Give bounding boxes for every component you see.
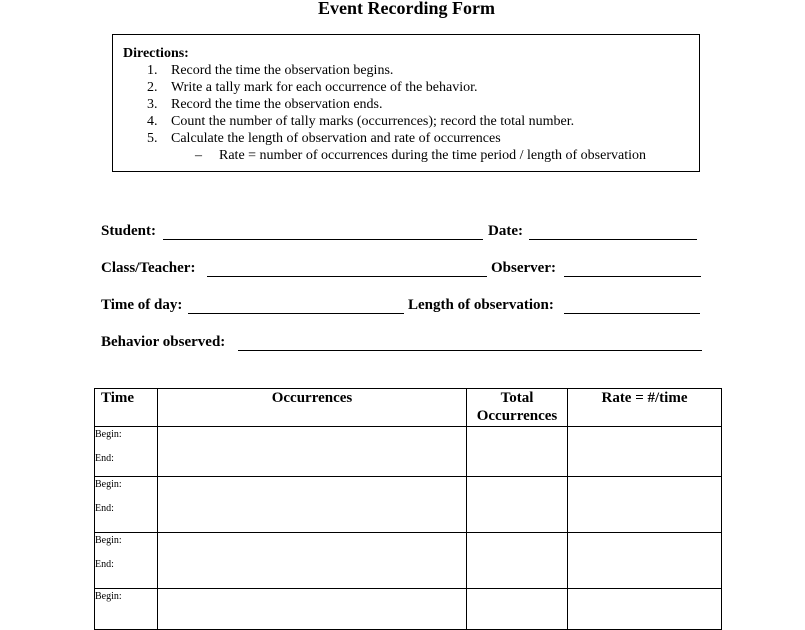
time-header: Time — [95, 389, 158, 427]
occurrences-cell[interactable] — [158, 533, 467, 589]
direction-step-text: Calculate the length of observation and rate of occurrences — [171, 131, 501, 146]
begin-label: Begin: — [95, 535, 122, 546]
end-label: End: — [95, 453, 114, 464]
occurrences-header: Occurrences — [158, 389, 467, 427]
date-field[interactable] — [529, 239, 697, 240]
occurrences-cell[interactable] — [158, 589, 467, 630]
table-row — [95, 533, 722, 589]
time-of-day-label: Time of day: — [101, 297, 183, 313]
time-cell[interactable] — [95, 589, 158, 630]
end-label: End: — [95, 503, 114, 514]
begin-label: Begin: — [95, 429, 122, 440]
student-label: Student: — [101, 223, 157, 239]
time-cell[interactable] — [95, 427, 158, 477]
table-row — [95, 427, 722, 477]
observer-label: Observer: — [491, 260, 556, 276]
event-recording-table — [94, 388, 722, 630]
form-title: Event Recording Form — [318, 0, 495, 18]
rate-cell[interactable] — [568, 589, 722, 630]
direction-step-text: Count the number of tally marks (occurrences); record the total number. — [171, 114, 575, 129]
total-cell[interactable] — [467, 589, 568, 630]
direction-step-text: Write a tally mark for each occurrence of the behavior. — [171, 80, 478, 95]
observer-field[interactable] — [564, 276, 701, 277]
length-of-observation-label: Length of observation: — [408, 297, 554, 313]
direction-step-number: 5. — [147, 131, 158, 146]
end-label: End: — [95, 559, 114, 570]
behavior-observed-field[interactable] — [238, 350, 702, 351]
begin-label: Begin: — [95, 591, 122, 602]
class-teacher-field[interactable] — [207, 276, 487, 277]
behavior-observed-label: Behavior observed: — [101, 334, 226, 350]
total-header-line1: Total — [500, 390, 534, 406]
total-occurrences-header — [467, 389, 568, 427]
dash-bullet: – — [195, 148, 202, 163]
direction-step-number: 3. — [147, 97, 158, 112]
directions-box — [112, 34, 700, 172]
total-cell[interactable] — [467, 477, 568, 533]
table-header-row — [95, 389, 722, 427]
rate-header: Rate = #/time — [568, 389, 722, 427]
directions-heading: Directions: — [123, 46, 189, 61]
class-teacher-label: Class/Teacher: — [101, 260, 196, 276]
rate-cell[interactable] — [568, 427, 722, 477]
time-cell[interactable] — [95, 477, 158, 533]
time-of-day-field[interactable] — [188, 313, 404, 314]
direction-step-number: 4. — [147, 114, 158, 129]
total-cell[interactable] — [467, 533, 568, 589]
direction-step-text: Record the time the observation begins. — [171, 63, 394, 78]
rate-formula-text: Rate = number of occurrences during the time period / length of observation — [219, 148, 646, 163]
begin-label: Begin: — [95, 479, 122, 490]
total-cell[interactable] — [467, 427, 568, 477]
occurrences-cell[interactable] — [158, 477, 467, 533]
total-header-line2: Occurrences — [476, 408, 558, 424]
direction-step-number: 2. — [147, 80, 158, 95]
table-row — [95, 477, 722, 533]
rate-cell[interactable] — [568, 477, 722, 533]
table-row — [95, 589, 722, 630]
occurrences-cell[interactable] — [158, 427, 467, 477]
student-field[interactable] — [163, 239, 483, 240]
direction-step-number: 1. — [147, 63, 158, 78]
rate-cell[interactable] — [568, 533, 722, 589]
date-label: Date: — [488, 223, 523, 239]
length-of-observation-field[interactable] — [564, 313, 700, 314]
direction-step-text: Record the time the observation ends. — [171, 97, 383, 112]
time-cell[interactable] — [95, 533, 158, 589]
